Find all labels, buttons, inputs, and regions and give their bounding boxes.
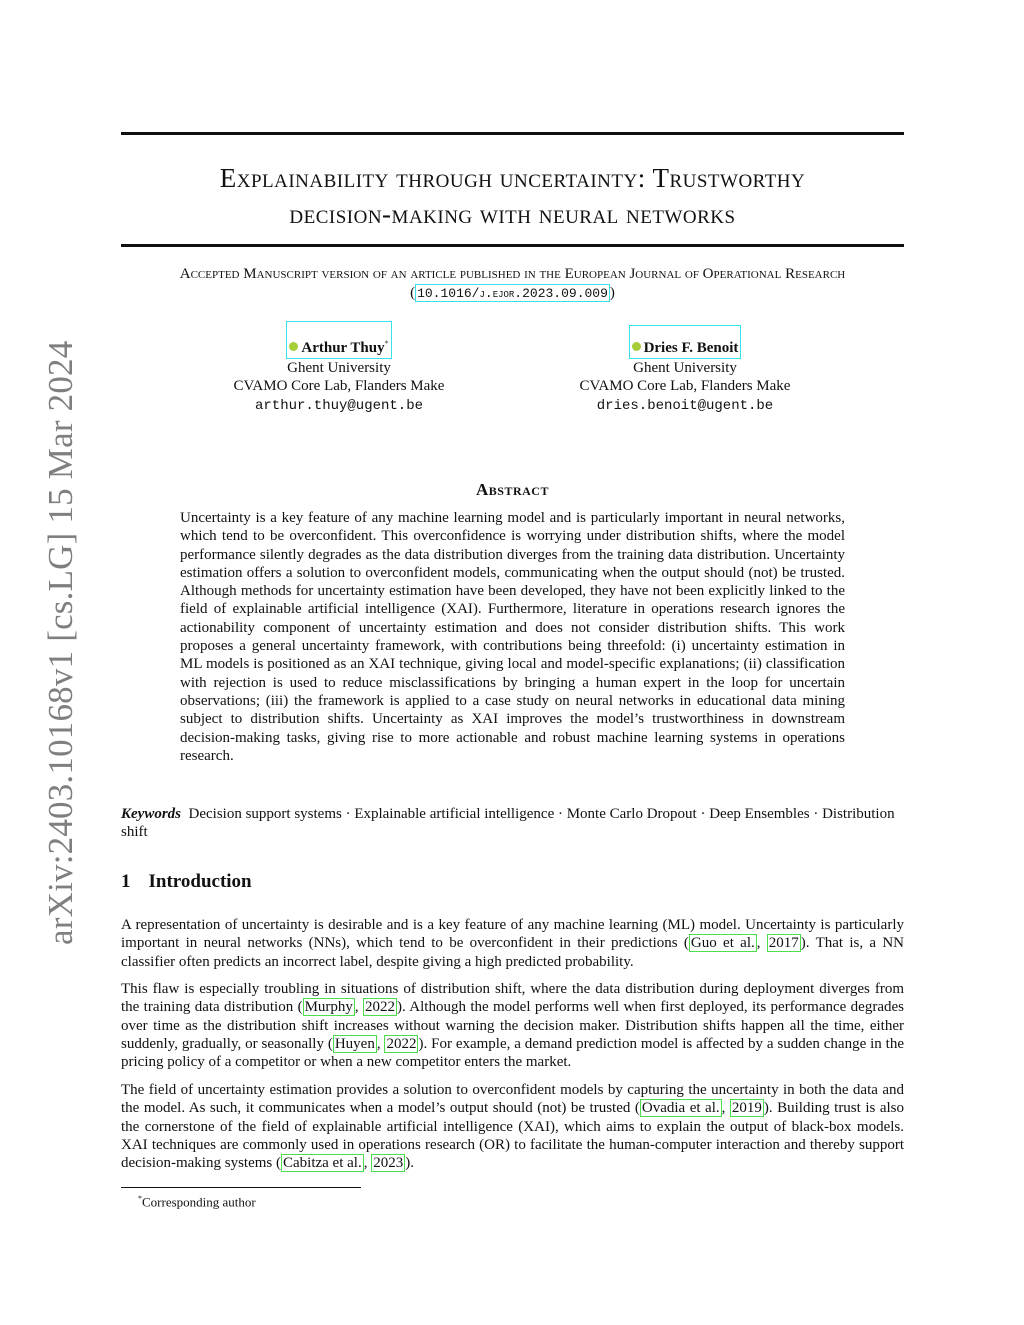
paper-title [121, 160, 904, 232]
text-run: ). For example, a demand prediction model is affected by a sudden change in the pricing policy of a competitor or when a new competitor enters the market. [121, 1035, 904, 1071]
citation-link[interactable]: Ovadia et al. [641, 1100, 720, 1117]
citation-link[interactable]: Murphy [304, 999, 353, 1016]
text-run: ). That is, a NN classifier often predicts an incorrect label, despite giving a high predicted probability. [121, 935, 905, 970]
citation-link[interactable]: Huyen [334, 1035, 375, 1052]
author-1-link[interactable] [286, 321, 391, 359]
text-run: A representation of uncertainty is desirable and is a key feature of any machine learning (ML) model. Uncertainty is particularly important in neural networks (NNs), which tend to be overconfident in their predictions ( [121, 917, 904, 952]
section-title: Introduction [148, 871, 252, 892]
manuscript-note-text: Accepted Manuscript version of an article published in the European Journal of Operational Research ( [179, 266, 846, 301]
section-number: 1 [121, 871, 131, 892]
orcid-icon[interactable] [289, 342, 298, 351]
title-rule-bottom [121, 244, 904, 247]
author-1-affiliation: Ghent University [287, 359, 391, 376]
abstract-body: Uncertainty is a key feature of any machine learning model and is particularly important in neural networks, which tend to be overconfident. This overconfidence is worrying under distribution shifts, where the model performance silently degrades as the data distribution diverges from the training data distribution. Uncertainty estimation offers a solution to overconfident models, communicating when the output should (not) be trusted. Although methods for uncertainty estimation have been developed, they have not been explicitly linked to the field of explainable artificial intelligence (XAI). Furthermore, literature in operations research ignores the actionability component of uncertainty estimation and does not consider distribution shifts. This work proposes a general uncertainty framework, with contributions being threefold: (i) uncertainty estimation in ML models is positioned as an XAI technique, giving local and model-specific explanations; (ii) classification with rejection is used to reduce misclassifications by bringing a human expert in the loop for uncertain observations; (iii) the framework is applied to a case study on neural networks in educational data mining subject to distribution shifts. Uncertainty as XAI improves the model’s trustworthiness in downstream decision-making tasks, giving rise to more actionable and robust machine learning systems in operations research. [180, 510, 845, 764]
text-run: ). Although the model performs well when first deployed, its performance degrades over time as the distribution shift increases without warning the decision maker. Distribution shifts happen all the time, either suddenly, gradually, or seasonally ( [121, 999, 904, 1052]
text-run: ). Building trust is also the cornerstone of the field of explainable artificial intelligence (XAI), which aims to explain the output of black-box models. XAI techniques are commonly used in operations research (OR) to facilitate the human-computer interaction and thereby support decision-making systems ( [121, 1100, 904, 1172]
author-block-2 [535, 339, 835, 415]
intro-paragraph-2 [121, 980, 904, 1071]
author-1-name: Arthur Thuy [301, 340, 385, 356]
author-block-1 [189, 339, 489, 415]
citation-link[interactable]: Guo et al. [690, 935, 755, 952]
doi-link[interactable] [415, 284, 610, 302]
orcid-icon[interactable] [632, 342, 641, 351]
footnote-text: Corresponding author [142, 1194, 256, 1210]
abstract-heading: Abstract [476, 480, 549, 499]
footnote-mark: * [138, 1194, 142, 1203]
intro-paragraph-3 [121, 1081, 904, 1172]
author-1-footnote-mark[interactable]: * [384, 339, 389, 348]
footnote [138, 1191, 256, 1210]
citation-link[interactable]: 2023 [373, 1155, 404, 1172]
intro-paragraph-1 [121, 916, 904, 971]
text-run: , [354, 999, 364, 1016]
keywords-text: Decision support systems · Explainable artificial intelligence · Monte Carlo Dropout · Deep Ensembles · Distribution shift [121, 806, 895, 841]
footnote-rule [121, 1187, 361, 1188]
text-run: The field of uncertainty estimation provides a solution to overconfident models by capturing the uncertainty in both the data and the model. As such, it communicates when a model’s output should (not) be trusted ( [121, 1082, 904, 1117]
text-run: , [756, 935, 767, 952]
author-2-name: Dries F. Benoit [643, 340, 739, 356]
title-line-1: Explainability through uncertainty: Trustworthy [219, 163, 806, 193]
citation-link[interactable]: 2022 [365, 999, 396, 1016]
text-run: , [721, 1100, 730, 1117]
section-heading-introduction [121, 871, 252, 893]
author-1-lab: CVAMO Core Lab, Flanders Make [233, 378, 445, 394]
text-run: , [376, 1035, 385, 1052]
author-2-link[interactable] [629, 325, 742, 359]
citation-link[interactable]: 2022 [386, 1035, 417, 1052]
title-rule-top [121, 132, 904, 135]
keywords-label: Keywords [121, 806, 181, 822]
text-run: This flaw is especially troubling in situations of distribution shift, where the data distribution during deployment diverges from the training data distribution ( [121, 981, 904, 1016]
author-1-email[interactable]: arthur.thuy@ugent.be [254, 397, 424, 414]
text-run: , [363, 1155, 372, 1172]
citation-link[interactable]: 2017 [768, 935, 799, 952]
manuscript-note [121, 265, 904, 303]
arxiv-stamp: arXiv:2403.10168v1 [cs.LG] 15 Mar 2024 [41, 340, 80, 945]
doi-text: 10.1016/j.ejor.2023.09.009 [417, 286, 608, 301]
author-2-lab: CVAMO Core Lab, Flanders Make [579, 378, 791, 394]
citation-link[interactable]: 2019 [731, 1100, 762, 1117]
text-run: ). [405, 1155, 414, 1172]
keywords [121, 805, 904, 842]
citation-link[interactable]: Cabitza et al. [282, 1155, 362, 1172]
manuscript-note-close: ) [609, 285, 615, 301]
author-2-affiliation: Ghent University [633, 359, 737, 376]
author-2-email[interactable]: dries.benoit@ugent.be [596, 397, 774, 414]
title-line-2: decision-making with neural networks [289, 199, 736, 229]
